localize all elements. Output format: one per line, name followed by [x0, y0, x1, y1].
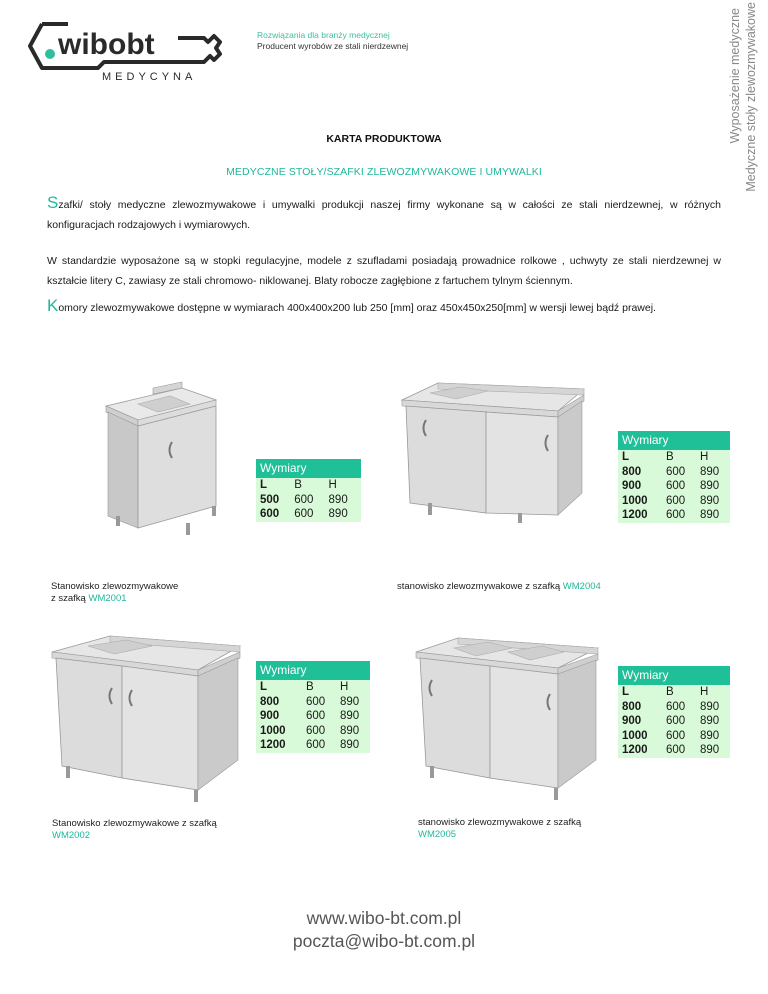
product-code: WM2004 — [562, 581, 601, 592]
header-cell-b: B — [294, 479, 302, 491]
caption-text-line-2 — [51, 593, 178, 605]
cell-b: 600 — [306, 695, 326, 708]
tagline-line-2: Producent wyrobów ze stali nierdzewnej — [257, 41, 409, 51]
header-cell-l: L — [260, 479, 268, 491]
cell-l: 900 — [260, 710, 280, 722]
table-row — [618, 494, 730, 509]
cell-l: 800 — [260, 695, 280, 708]
cell-l: 600 — [260, 508, 280, 520]
product-code: WM2002 — [52, 830, 91, 841]
product-image-wm2005 — [412, 632, 602, 807]
email-link[interactable]: poczta@wibo-bt.com.pl — [292, 931, 476, 951]
page-subtitle: MEDYCZNE STOŁY/SZAFKI ZLEWOZMYWAKOWE I UMYWALKI — [226, 166, 542, 178]
cell-l: 900 — [622, 480, 642, 492]
cell-l: 800 — [622, 465, 642, 478]
cell-l: 1200 — [622, 509, 648, 521]
brand-tagline — [257, 30, 408, 52]
cell-h: 890 — [700, 480, 720, 492]
cell-b: 600 — [666, 480, 686, 492]
cell-b: 600 — [306, 724, 326, 737]
header-cell-h: H — [700, 451, 709, 463]
cell-l: 800 — [622, 700, 642, 713]
cell-h: 890 — [340, 724, 360, 737]
cell-l: 500 — [260, 493, 280, 506]
table-header-row — [256, 680, 370, 695]
table-row — [618, 479, 730, 494]
logo-graphic — [28, 16, 228, 86]
table-header-row — [618, 450, 730, 465]
cell-l: 1200 — [260, 739, 286, 751]
cell-b: 600 — [666, 744, 686, 756]
caption-wm2001 — [51, 581, 178, 605]
cell-l: 1000 — [260, 724, 286, 737]
cell-b: 600 — [666, 729, 686, 742]
table-row — [618, 700, 730, 715]
cell-h: 890 — [700, 744, 720, 756]
cell-h: 890 — [340, 739, 360, 751]
header-cell-h: H — [700, 686, 709, 698]
dimensions-table-title: Wymiary — [618, 431, 730, 450]
cell-h: 890 — [328, 508, 348, 520]
header-cell-b: B — [666, 451, 674, 463]
dimensions-table-wm2001 — [256, 459, 361, 522]
paragraph-text: zafki/ stoły medyczne zlewozmywakowe i umywalki produkcji naszej firmy wykonane są w całości ze stali nierdzewnej, w różnych konfiguracjach rodzajowych i wymiarowych. — [47, 199, 721, 231]
table-row — [618, 743, 730, 758]
table-row — [618, 729, 730, 744]
dropcap: K — [47, 296, 59, 315]
table-row — [256, 695, 370, 710]
table-row — [618, 714, 730, 729]
caption-prefix: z szafką — [51, 593, 86, 604]
dropcap: S — [47, 193, 59, 212]
caption-text: stanowisko zlewozmywakowe z szafką — [397, 581, 561, 592]
cell-b: 600 — [306, 739, 326, 751]
cell-l: 1000 — [622, 494, 648, 507]
page-title: KARTA PRODUKTOWA — [326, 133, 442, 145]
svg-text:MEDYCYNA: MEDYCYNA — [102, 71, 197, 83]
product-image-wm2001 — [98, 378, 228, 553]
cell-b: 600 — [666, 509, 686, 521]
intro-paragraph — [47, 193, 721, 235]
cell-l: 900 — [622, 715, 642, 727]
cell-h: 890 — [700, 494, 720, 507]
dimensions-table-title: Wymiary — [256, 459, 361, 478]
standard-equipment-paragraph: W standardzie wyposażone są w stopki regulacyjne, modele z szufladami posiadają prowadnice rolkowe , uchwyty ze stali nierdzewnej w kształcie litery C, zawiasy ze stali chromowo- niklowanej. Blaty robocze zagłębione z fartuchem tylnym ściennym. — [47, 255, 721, 287]
dimensions-table-wm2002 — [256, 661, 370, 753]
cell-h: 890 — [328, 493, 348, 506]
dimensions-table-wm2005 — [618, 666, 730, 758]
table-row — [618, 508, 730, 523]
header-cell-b: B — [306, 681, 314, 693]
dimensions-table-title: Wymiary — [256, 661, 370, 680]
dimensions-table-title: Wymiary — [618, 666, 730, 685]
table-row — [256, 724, 370, 739]
header-cell-h: H — [328, 479, 337, 491]
cell-b: 600 — [666, 494, 686, 507]
product-code: WM2005 — [418, 829, 457, 840]
header-cell-h: H — [340, 681, 349, 693]
paragraph-text: omory zlewozmywakowe dostępne w wymiarach 400x400x200 lub 250 [mm] oraz 450x450x250[mm] w wersji lewej bądź prawej. — [58, 302, 656, 314]
caption-wm2005 — [418, 817, 581, 841]
header-cell-l: L — [260, 681, 268, 693]
cell-b: 600 — [666, 715, 686, 727]
dimensions-table-wm2004 — [618, 431, 730, 523]
cell-l: 1000 — [622, 729, 648, 742]
footer-contact — [0, 907, 768, 953]
cell-h: 890 — [340, 710, 360, 722]
caption-wm2002 — [52, 818, 217, 842]
svg-text:wibobt: wibobt — [58, 28, 155, 61]
side-label-line-2: Medyczne stoły zlewozmywakowe — [744, 2, 758, 192]
cell-h: 890 — [700, 465, 720, 478]
cell-b: 600 — [294, 508, 314, 520]
table-row — [256, 738, 370, 753]
product-code: WM2001 — [88, 593, 127, 604]
table-row — [256, 493, 361, 508]
table-header-row — [256, 478, 361, 493]
sink-chambers-paragraph — [47, 296, 721, 318]
header-cell-l: L — [622, 451, 630, 463]
caption-wm2004 — [397, 581, 601, 593]
cell-h: 890 — [700, 729, 720, 742]
table-row — [256, 507, 361, 522]
side-label-line-1: Wyposażenie medyczne — [728, 8, 742, 144]
tagline-line-1: Rozwiązania dla branży medycznej — [257, 30, 390, 40]
website-link[interactable]: www.wibo-bt.com.pl — [306, 908, 462, 928]
product-image-wm2004 — [398, 375, 588, 525]
caption-text: Stanowisko zlewozmywakowe z szafką — [52, 818, 217, 829]
header-cell-b: B — [666, 686, 674, 698]
caption-text: stanowisko zlewozmywakowe z szafką — [418, 817, 582, 828]
table-row — [256, 709, 370, 724]
cell-b: 600 — [666, 700, 686, 713]
table-row — [618, 465, 730, 480]
cell-h: 890 — [700, 715, 720, 727]
cell-h: 890 — [700, 700, 720, 713]
caption-text: Stanowisko zlewozmywakowe — [51, 581, 179, 592]
cell-h: 890 — [340, 695, 360, 708]
brand-logo — [28, 16, 228, 86]
cell-b: 600 — [666, 465, 686, 478]
table-header-row — [618, 685, 730, 700]
cell-b: 600 — [306, 710, 326, 722]
cell-b: 600 — [294, 493, 314, 506]
cell-l: 1200 — [622, 744, 648, 756]
header-cell-l: L — [622, 686, 630, 698]
cell-h: 890 — [700, 509, 720, 521]
product-image-wm2002 — [48, 630, 243, 805]
